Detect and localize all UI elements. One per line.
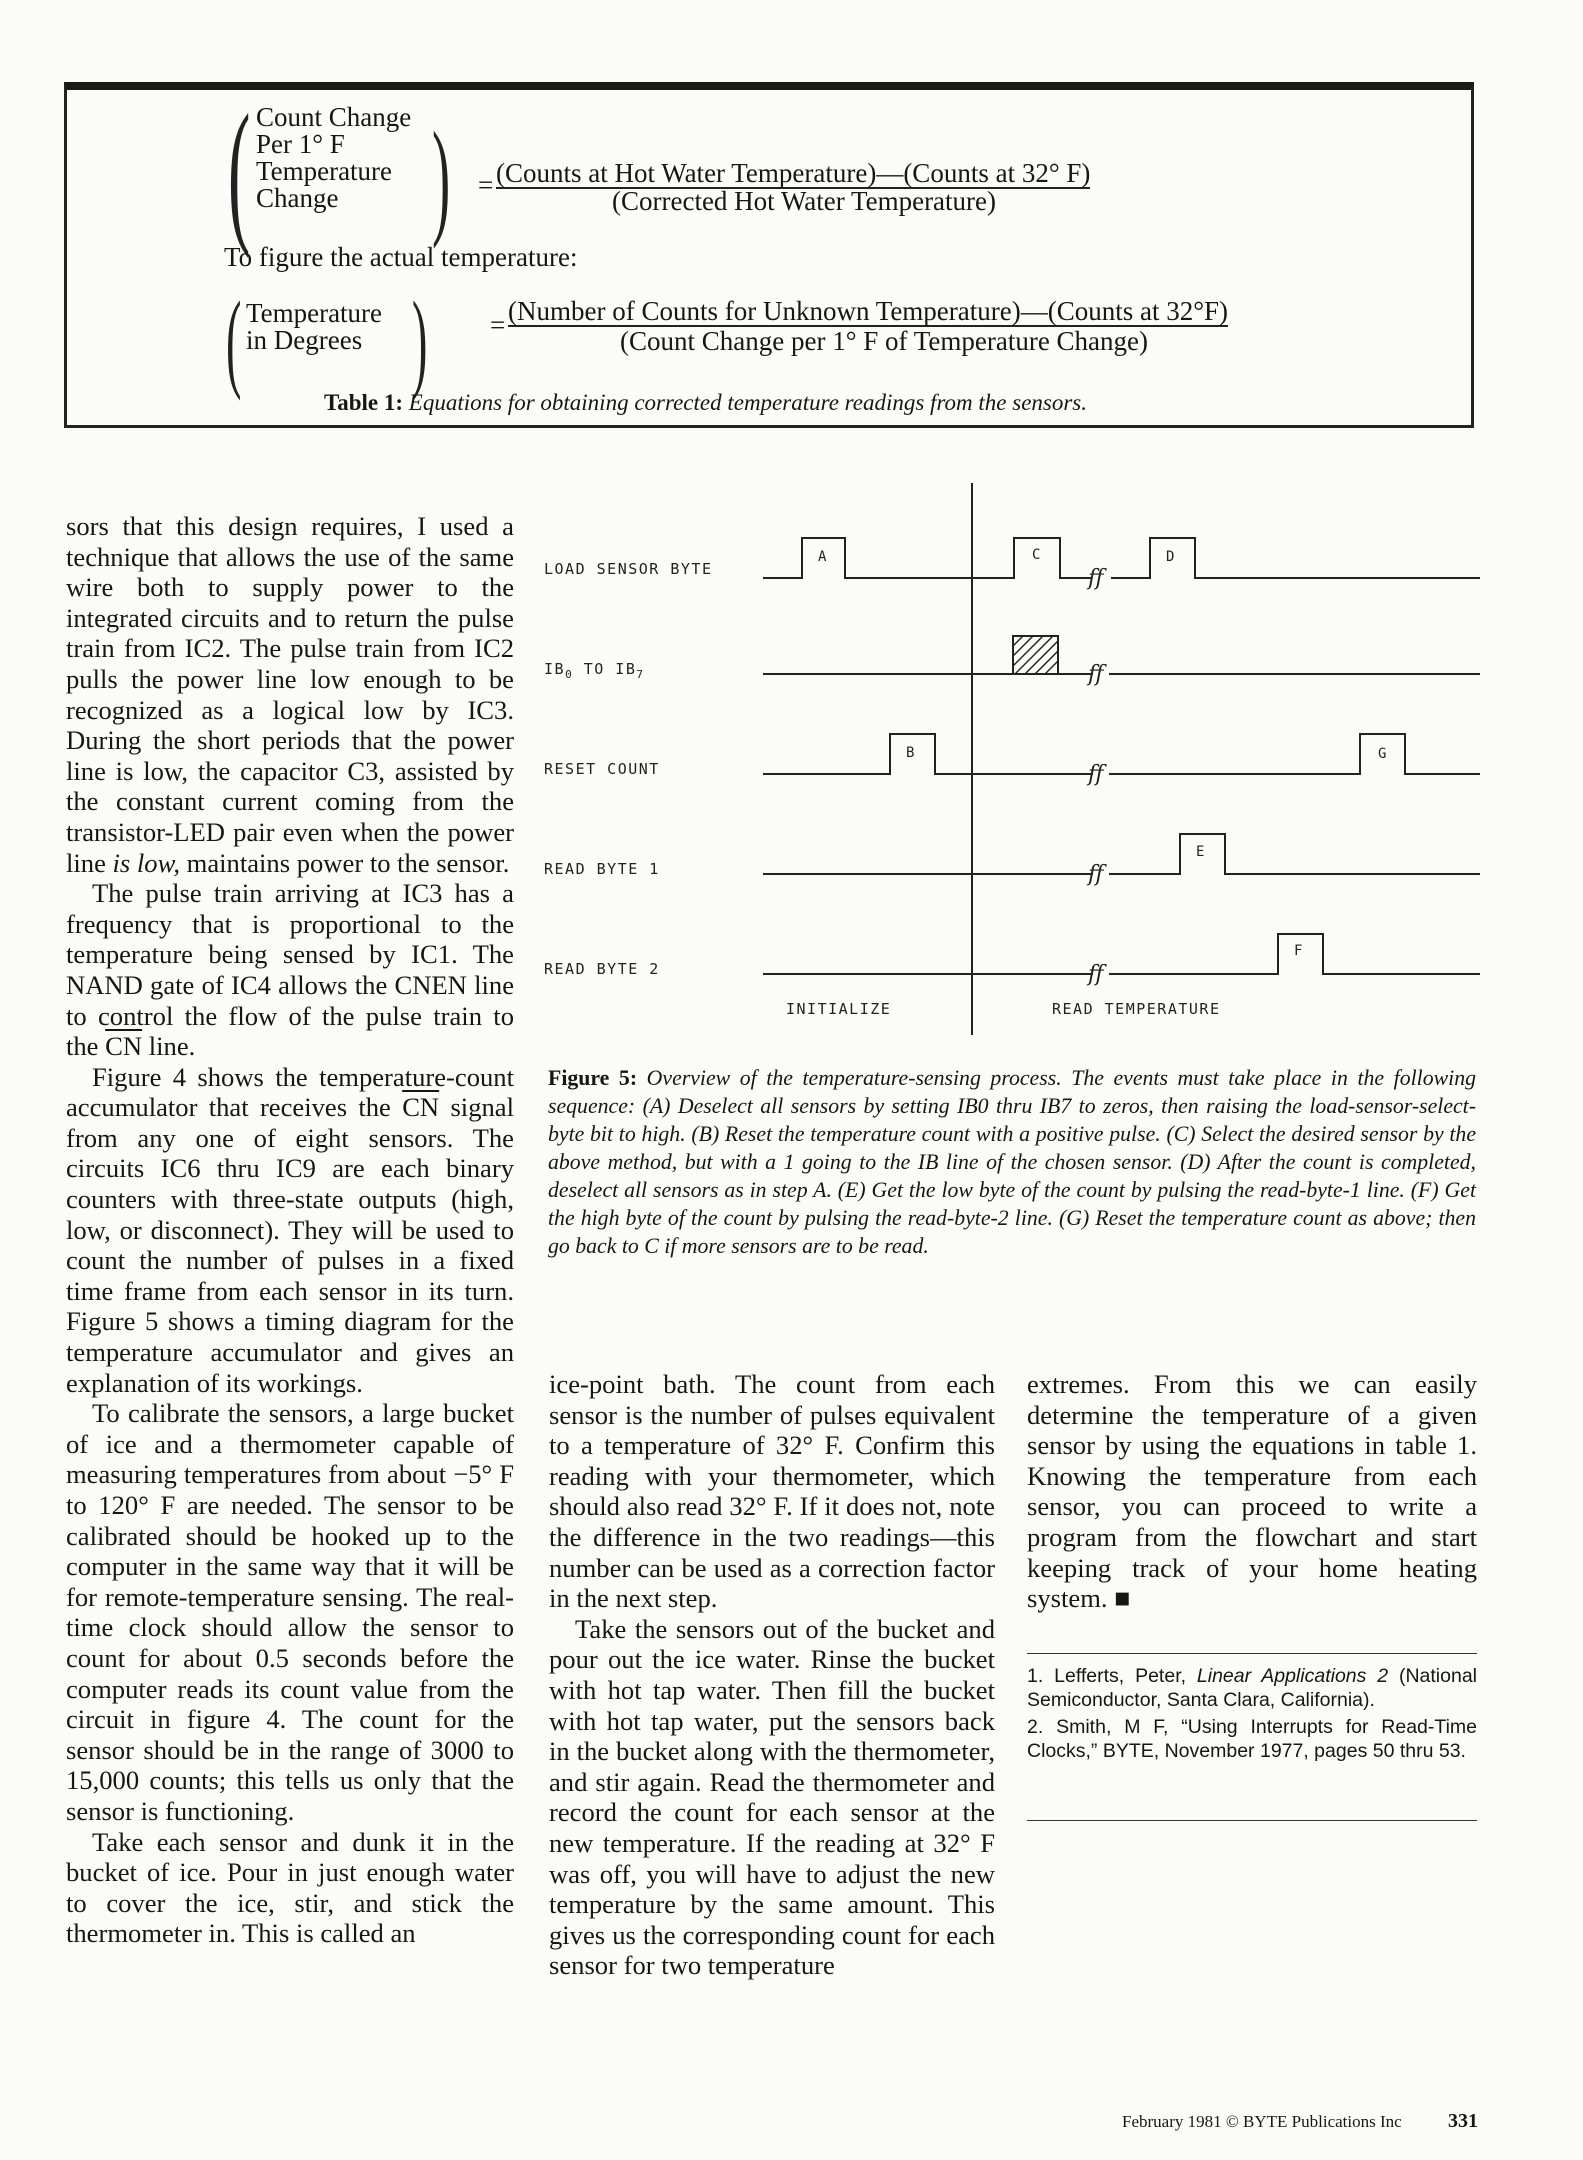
waveform-read1-e xyxy=(1110,834,1480,874)
overline-signal: $\overline{CN}$ xyxy=(402,1092,440,1123)
eq1-equals: = xyxy=(478,170,494,200)
eq1-lhs-line: Temperature xyxy=(256,156,393,186)
hatch-pattern xyxy=(1013,636,1058,674)
paragraph xyxy=(66,511,514,878)
signal-label: LOAD SENSOR BYTE xyxy=(544,560,713,578)
eq1-lhs-line: Count Change xyxy=(256,102,412,132)
references xyxy=(1027,1664,1477,1766)
reference-item xyxy=(1027,1664,1477,1712)
signal-label: RESET COUNT xyxy=(544,760,660,778)
eq2-numerator: (Number of Counts for Unknown Temperature)—(Counts at 32°F) xyxy=(508,296,1229,326)
eq1-lhs-line: Per 1° F xyxy=(256,129,345,159)
eq1-numerator: (Counts at Hot Water Temperature)—(Counts at 32° F) xyxy=(496,158,1091,188)
eq2-equals: = xyxy=(490,310,506,340)
waveform-load-a xyxy=(764,538,970,578)
emphasis: is low, xyxy=(112,847,181,878)
figure-5-timing-diagram xyxy=(540,478,1480,1038)
figure-5-caption xyxy=(548,1064,1476,1260)
text: (National Semiconductor, Santa Clara, California). xyxy=(1027,1665,1477,1711)
text: sors that this design requires, I used a technique that allows the use of the same wire both to supply power to the integrated circuits and to return the pulse train from IC2. The pulse train from IC2 pulls the power line low enough to be recognized as a logical low by IC3. During the short periods that the power line is low, the capacitor C3, assisted by the constant current coming from the transistor-LED pair even when the power line xyxy=(66,511,514,878)
emphasis: Linear Applications 2 xyxy=(1196,1665,1389,1687)
eq2-denominator: (Count Change per 1° F of Temperature Change) xyxy=(620,326,1149,356)
eq2-lhs-line: Temperature xyxy=(246,298,383,328)
references-bottom-rule xyxy=(1027,1820,1477,1821)
end-mark: ■ xyxy=(1114,1583,1131,1614)
right-paren-eq2: ) xyxy=(412,279,428,401)
pulse-label: F xyxy=(1294,943,1303,959)
pulse-label: D xyxy=(1166,549,1175,565)
pulse-label: C xyxy=(1032,547,1041,563)
break-mark: ff xyxy=(1088,566,1104,591)
footer-credit: February 1981 © BYTE Publications Inc xyxy=(1122,2112,1402,2131)
waveform-reset-g xyxy=(1110,734,1480,774)
reference-item: 2. Smith, M F, “Using Interrupts for Read-Time Clocks,” BYTE, November 1977, pages 50 thru 53. xyxy=(1027,1716,1477,1762)
left-paren-eq1: ( xyxy=(228,81,251,259)
text: line. xyxy=(142,1031,196,1062)
text: The pulse train arriving at IC3 has a frequency that is proportional to the temperature being sensed by IC1. The NAND gate of IC4 allows the CNEN line to control the flow of the pulse train to the xyxy=(66,878,514,1062)
break-mark: ff xyxy=(1088,762,1104,787)
paragraph xyxy=(1027,1369,1477,1614)
paragraph: Take the sensors out of the bucket and pour out the ice water. Rinse the bucket with hot tap water. Then fill the bucket with hot tap water, put the sensors back in the bucket along with the thermometer, and stir again. Read the thermometer and record the count for each sensor at the new temperature. If the reading at 32° F was off, you will have to adjust the new temperature by the same amount. This gives us the corresponding count for each sensor for two temperature xyxy=(549,1613,995,1981)
page-number: 331 xyxy=(1448,2110,1478,2132)
text: Figure 4 shows the temperature-count accumulator that receives the xyxy=(66,1061,514,1123)
waveform-reset-b xyxy=(764,734,1092,774)
phase-label-read-temperature: READ TEMPERATURE xyxy=(1052,1000,1221,1018)
body-column-1 xyxy=(66,511,514,1949)
eq1-lhs xyxy=(256,104,411,212)
table-intro-text: To figure the actual temperature: xyxy=(224,242,578,272)
signal-label: READ BYTE 2 xyxy=(544,960,660,978)
signal-label: READ BYTE 1 xyxy=(544,860,660,878)
text: maintains power to the sensor. xyxy=(180,847,510,878)
right-paren-eq1: ) xyxy=(432,106,451,250)
left-paren-eq2: ( xyxy=(226,279,242,401)
table-caption-text: Equations for obtaining corrected temperature readings from the sensors. xyxy=(408,390,1088,415)
body-column-3 xyxy=(1027,1369,1477,1614)
references-top-rule xyxy=(1027,1653,1477,1654)
body-column-2 xyxy=(549,1369,995,1981)
pulse-label: G xyxy=(1378,746,1387,762)
signal-label-ib: $IB_0$ TO $IB_7$ xyxy=(544,660,645,681)
paragraph: Take each sensor and dunk it in the bucket of ice. Pour in just enough water to cover the ice, stir, and stick the thermometer in. This is called an xyxy=(66,1826,514,1949)
figure-caption-text: Overview of the temperature-sensing process. The events must take place in the following sequence: (A) Deselect all sensors by setting IB0 thru IB7 to zeros, then raising the load-sensor-select-byte bit to high. (B) Reset the temperature count with a positive pulse. (C) Select the desired sensor by the above method, but with a 1 going to the IB line of the chosen sensor. (D) After the count is completed, deselect all sensors as in step A. (E) Get the low byte of the count by pulsing the read-byte-1 line. (F) Get the high byte of the count by pulsing the read-byte-2 line. (G) Reset the temperature count as above; then go back to C if more sensors are to be read. xyxy=(548,1066,1476,1258)
eq1-denominator: (Corrected Hot Water Temperature) xyxy=(612,186,997,216)
paragraph xyxy=(66,878,514,1062)
paragraph: ice-point bath. The count from each sensor is the number of pulses equivalent to a temperature of 32° F. Confirm this reading with your thermometer, which should also read 32° F. If it does not, note the difference in the two readings—this number can be used as a correction factor in the next step. xyxy=(549,1369,995,1614)
pulse-label: E xyxy=(1196,844,1205,860)
table-caption-label: Table 1: xyxy=(324,390,404,415)
text: signal from any one of eight sensors. The circuits IC6 thru IC9 are each binary counters with three-state outputs (high, low, or disconnect). They will be used to count the number of pulses in a fixed time frame from each sensor in its turn. Figure 5 shows a timing diagram for the temperature accumulator and gives an explanation of its workings. xyxy=(66,1092,514,1398)
pulse-label: A xyxy=(818,549,827,565)
table-1-caption xyxy=(324,390,1087,416)
pulse-label: B xyxy=(906,745,915,761)
break-mark: ff xyxy=(1088,962,1104,987)
phase-label-initialize: INITIALIZE xyxy=(786,1000,892,1018)
figure-caption-label: Figure 5: xyxy=(548,1066,638,1090)
text: extremes. From this we can easily determine the temperature of a given sensor by using the equations in table 1. Knowing the temperature from each sensor, you can proceed to write a program from the flowchart and start keeping track of your home heating system. xyxy=(1027,1369,1477,1614)
text: 1. Lefferts, Peter, xyxy=(1027,1665,1197,1687)
eq2-lhs xyxy=(246,300,382,354)
paragraph xyxy=(66,1062,514,1399)
eq1-lhs-line: Change xyxy=(256,183,339,213)
eq2-lhs-line: in Degrees xyxy=(246,325,363,355)
overline-signal: $\overline{CN}$ xyxy=(105,1031,143,1062)
paragraph: To calibrate the sensors, a large bucket of ice and a thermometer capable of measuring temperatures from about −5° F to 120° F are needed. The sensor to be calibrated should be hooked up to the computer in the same way that it will be for remote-temperature sensing. The real-time clock should allow the sensor to count for about 0.5 seconds before the computer reads its count value from the circuit in figure 4. The count for the sensor should be in the range of 3000 to 15,000 counts; this tells us only that the sensor is functioning. xyxy=(66,1398,514,1826)
break-mark: ff xyxy=(1088,662,1104,687)
break-mark: ff xyxy=(1088,862,1104,887)
